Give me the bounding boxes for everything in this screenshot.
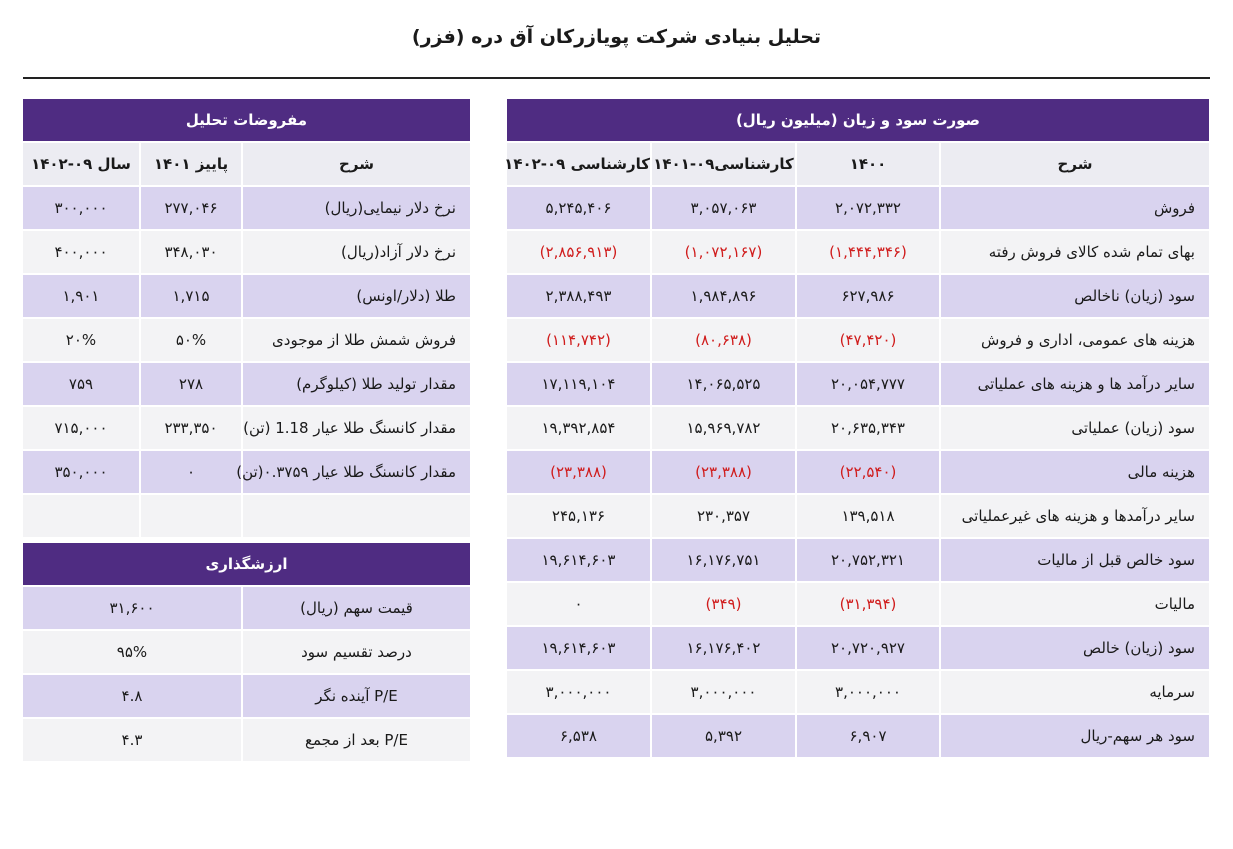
income-value-1402: (۲,۸۵۶,۹۱۳): [506, 230, 651, 274]
income-row-label: سایر درآمدها و هزینه های غیرعملیاتی: [940, 494, 1210, 538]
income-value-1402: ۰: [506, 582, 651, 626]
assumptions-row: [22, 362, 471, 406]
income-row: [506, 450, 1210, 494]
income-col-1402: کارشناسی ۰۹-۱۴۰۲: [506, 142, 651, 186]
blank-cell: [242, 494, 471, 538]
assumptions-value-1401: ۲۷۷,۰۴۶: [140, 186, 242, 230]
assumptions-col-1401: پاییز ۱۴۰۱: [140, 142, 242, 186]
income-value-1401: ۱۶,۱۷۶,۴۰۲: [651, 626, 796, 670]
income-value-1401: (۸۰,۶۳۸): [651, 318, 796, 362]
valuation-row: [22, 718, 471, 762]
income-value-1400: ۶۲۷,۹۸۶: [796, 274, 940, 318]
assumptions-row: [22, 230, 471, 274]
income-value-1400: (۱,۴۴۴,۳۴۶): [796, 230, 940, 274]
assumptions-row-label: مقدار تولید طلا (کیلوگرم): [242, 362, 471, 406]
income-value-1400: ۲۰,۶۳۵,۳۴۳: [796, 406, 940, 450]
income-row-label: بهای تمام شده کالای فروش رفته: [940, 230, 1210, 274]
income-value-1400: ۶,۹۰۷: [796, 714, 940, 758]
assumptions-row: [22, 318, 471, 362]
valuation-row: [22, 630, 471, 674]
valuation-row-value: ۹۵%: [22, 630, 242, 674]
income-col-1401: کارشناسی۰۹-۱۴۰۱: [651, 142, 796, 186]
valuation-row: [22, 674, 471, 718]
valuation-table: [21, 541, 472, 763]
income-value-1401: (۳۴۹): [651, 582, 796, 626]
income-row: [506, 494, 1210, 538]
valuation-row-label: P/E آینده نگر: [242, 674, 471, 718]
valuation-row-value: ۳۱,۶۰۰: [22, 586, 242, 630]
assumptions-value-1402: ۳۵۰,۰۰۰: [22, 450, 140, 494]
income-value-1402: ۶,۵۳۸: [506, 714, 651, 758]
assumptions-value-1402: ۷۱۵,۰۰۰: [22, 406, 140, 450]
valuation-panel: [23, 541, 472, 763]
income-value-1400: ۳,۰۰۰,۰۰۰: [796, 670, 940, 714]
assumptions-row-label: طلا (دلار/اونس): [242, 274, 471, 318]
valuation-header: ارزشگذاری: [22, 542, 471, 586]
income-row: [506, 538, 1210, 582]
income-row: [506, 582, 1210, 626]
income-row-label: سود خالص قبل از مالیات: [940, 538, 1210, 582]
assumptions-col-desc: شرح: [242, 142, 471, 186]
income-value-1400: ۱۳۹,۵۱۸: [796, 494, 940, 538]
assumptions-row: [22, 406, 471, 450]
assumptions-value-1402: ۲۰%: [22, 318, 140, 362]
income-value-1401: ۱۴,۰۶۵,۵۲۵: [651, 362, 796, 406]
assumptions-value-1402: ۴۰۰,۰۰۰: [22, 230, 140, 274]
income-row-label: فروش: [940, 186, 1210, 230]
income-value-1402: ۲,۳۸۸,۴۹۳: [506, 274, 651, 318]
income-value-1401: (۲۳,۳۸۸): [651, 450, 796, 494]
income-value-1402: ۵,۲۴۵,۴۰۶: [506, 186, 651, 230]
assumptions-row-label: نرخ دلار آزاد(ریال): [242, 230, 471, 274]
assumptions-row: [22, 450, 471, 494]
income-value-1402: ۱۷,۱۱۹,۱۰۴: [506, 362, 651, 406]
income-statement-table: [505, 97, 1211, 759]
income-value-1400: ۲۰,۰۵۴,۷۷۷: [796, 362, 940, 406]
income-value-1402: (۲۳,۳۸۸): [506, 450, 651, 494]
income-value-1401: (۱,۰۷۲,۱۶۷): [651, 230, 796, 274]
income-row-label: سود هر سهم-ریال: [940, 714, 1210, 758]
income-value-1402: ۱۹,۶۱۴,۶۰۳: [506, 626, 651, 670]
income-row-label: هزینه مالی: [940, 450, 1210, 494]
assumptions-value-1401: ۱,۷۱۵: [140, 274, 242, 318]
income-row-label: سود (زیان) خالص: [940, 626, 1210, 670]
income-row: [506, 230, 1210, 274]
income-statement-panel: [504, 97, 1211, 759]
income-value-1402: ۱۹,۶۱۴,۶۰۳: [506, 538, 651, 582]
income-col-desc: شرح: [940, 142, 1210, 186]
assumptions-row: [22, 274, 471, 318]
income-row-label: سرمایه: [940, 670, 1210, 714]
title-divider: [23, 77, 1210, 79]
income-value-1401: ۱۵,۹۶۹,۷۸۲: [651, 406, 796, 450]
assumptions-value-1401: ۵۰%: [140, 318, 242, 362]
income-value-1401: ۲۳۰,۳۵۷: [651, 494, 796, 538]
valuation-row-value: ۴.۸: [22, 674, 242, 718]
income-row-label: مالیات: [940, 582, 1210, 626]
income-row: [506, 318, 1210, 362]
valuation-row-label: P/E بعد از مجمع: [242, 718, 471, 762]
income-row-label: سود (زیان) عملیاتی: [940, 406, 1210, 450]
assumptions-row-label: نرخ دلار نیمایی(ریال): [242, 186, 471, 230]
page-title: تحلیل بنیادی شرکت پویازرکان آق دره (فزر): [411, 26, 822, 48]
income-col-1400: ۱۴۰۰: [796, 142, 940, 186]
assumptions-value-1402: ۱,۹۰۱: [22, 274, 140, 318]
income-row: [506, 626, 1210, 670]
assumptions-value-1402: ۳۰۰,۰۰۰: [22, 186, 140, 230]
assumptions-row-label: فروش شمش طلا از موجودی: [242, 318, 471, 362]
income-row: [506, 186, 1210, 230]
valuation-row-label: قیمت سهم (ریال): [242, 586, 471, 630]
income-value-1401: ۵,۳۹۲: [651, 714, 796, 758]
income-header: صورت سود و زیان (میلیون ریال): [506, 98, 1210, 142]
assumptions-table: [21, 97, 472, 539]
income-value-1402: ۲۴۵,۱۳۶: [506, 494, 651, 538]
income-value-1402: ۳,۰۰۰,۰۰۰: [506, 670, 651, 714]
income-row-label: هزینه های عمومی، اداری و فروش: [940, 318, 1210, 362]
income-value-1401: ۱,۹۸۴,۸۹۶: [651, 274, 796, 318]
assumptions-value-1401: ۲۳۳,۳۵۰: [140, 406, 242, 450]
income-row-label: سود (زیان) ناخالص: [940, 274, 1210, 318]
income-value-1401: ۳,۰۵۷,۰۶۳: [651, 186, 796, 230]
income-row-label: سایر درآمد ها و هزینه های عملیاتی: [940, 362, 1210, 406]
income-value-1402: (۱۱۴,۷۴۲): [506, 318, 651, 362]
assumptions-panel: [23, 97, 472, 539]
income-value-1400: (۳۱,۳۹۴): [796, 582, 940, 626]
income-row: [506, 362, 1210, 406]
income-value-1400: (۲۲,۵۴۰): [796, 450, 940, 494]
income-value-1400: ۲۰,۷۲۰,۹۲۷: [796, 626, 940, 670]
assumptions-blank-row: [22, 494, 471, 538]
assumptions-col-1402: سال ۰۹-۱۴۰۲: [22, 142, 140, 186]
assumptions-value-1402: ۷۵۹: [22, 362, 140, 406]
assumptions-row-label: مقدار کانسنگ طلا عیار 1.18 (تن): [242, 406, 471, 450]
assumptions-row: [22, 186, 471, 230]
assumptions-value-1401: ۲۷۸: [140, 362, 242, 406]
income-value-1400: ۲,۰۷۲,۳۳۲: [796, 186, 940, 230]
income-value-1402: ۱۹,۳۹۲,۸۵۴: [506, 406, 651, 450]
income-value-1400: ۲۰,۷۵۲,۳۲۱: [796, 538, 940, 582]
assumptions-value-1401: ۳۴۸,۰۳۰: [140, 230, 242, 274]
assumptions-row-label: مقدار کانسنگ طلا عیار ۰.۳۷۵۹(تن): [242, 450, 471, 494]
valuation-row-value: ۴.۳: [22, 718, 242, 762]
assumptions-value-1401: ۰: [140, 450, 242, 494]
income-row: [506, 406, 1210, 450]
income-value-1400: (۴۷,۴۲۰): [796, 318, 940, 362]
assumptions-header: مفروضات تحلیل: [22, 98, 471, 142]
valuation-row: [22, 586, 471, 630]
blank-cell: [22, 494, 140, 538]
income-row: [506, 670, 1210, 714]
income-row: [506, 274, 1210, 318]
income-value-1401: ۳,۰۰۰,۰۰۰: [651, 670, 796, 714]
blank-cell: [140, 494, 242, 538]
income-row: [506, 714, 1210, 758]
income-value-1401: ۱۶,۱۷۶,۷۵۱: [651, 538, 796, 582]
valuation-row-label: درصد تقسیم سود: [242, 630, 471, 674]
